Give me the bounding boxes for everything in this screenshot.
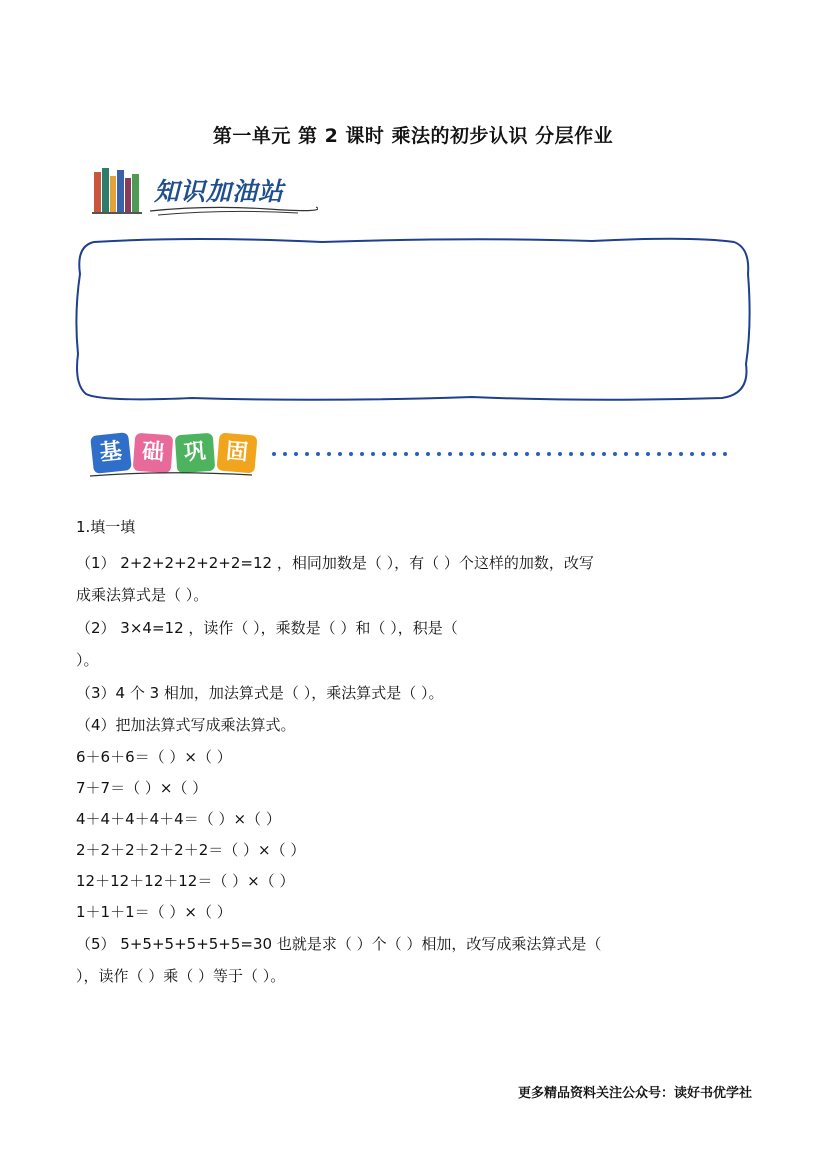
divider-dot [316, 452, 320, 456]
question-line: 4＋4＋4＋4＋4＝（ ）×（ ） [76, 810, 281, 828]
divider-dot [349, 452, 353, 456]
knowledge-box [72, 234, 754, 404]
question-line: （5） 5+5+5+5+5+5=30 也就是求（ ）个（ ）相加，改写成乘法算式是（ [76, 935, 602, 953]
knowledge-section-title: 知识加油站 [154, 177, 285, 206]
divider-dot [657, 452, 661, 456]
question-line: ）。 [76, 651, 99, 669]
divider-dot [679, 452, 683, 456]
tile-gu: 固 [216, 432, 257, 473]
divider-dot [415, 452, 419, 456]
divider-dot [426, 452, 430, 456]
divider-dot [668, 452, 672, 456]
divider-dot [382, 452, 386, 456]
dotted-divider [270, 450, 740, 458]
footer-note: 更多精品资料关注公众号：读好书优学社 [517, 1086, 752, 1101]
tile-ji: 基 [90, 432, 132, 474]
divider-dot [437, 452, 441, 456]
divider-dot [404, 452, 408, 456]
badge-underline [86, 470, 256, 480]
page-title: 第一单元 第 2 课时 乘法的初步认识 分层作业 [212, 125, 614, 147]
question-line: （4）把加法算式写成乘法算式。 [76, 716, 296, 734]
divider-dot [272, 452, 276, 456]
divider-dot [712, 452, 716, 456]
divider-dot [294, 452, 298, 456]
question-1-heading: 1.填一填 [76, 518, 136, 536]
divider-dot [525, 452, 529, 456]
divider-dot [393, 452, 397, 456]
tile-chu: 础 [133, 433, 174, 474]
books-icon [92, 168, 142, 214]
tile-gong: 巩 [175, 433, 216, 474]
divider-dot [470, 452, 474, 456]
question-line: 2＋2＋2＋2＋2＋2＝（ ）×（ ） [76, 841, 306, 859]
divider-dot [283, 452, 287, 456]
divider-dot [690, 452, 694, 456]
knowledge-underline [148, 203, 318, 217]
divider-dot [338, 452, 342, 456]
divider-dot [602, 452, 606, 456]
divider-dot [371, 452, 375, 456]
divider-dot [327, 452, 331, 456]
divider-dot [591, 452, 595, 456]
divider-dot [547, 452, 551, 456]
divider-dot [536, 452, 540, 456]
divider-dot [448, 452, 452, 456]
question-line: 成乘法算式是（ ）。 [76, 586, 209, 604]
divider-dot [635, 452, 639, 456]
divider-dot [503, 452, 507, 456]
divider-dot [514, 452, 518, 456]
question-line: 1＋1＋1＝（ ）×（ ） [76, 903, 232, 921]
divider-dot [305, 452, 309, 456]
divider-dot [646, 452, 650, 456]
question-line: 12＋12＋12＋12＝（ ）×（ ） [76, 872, 295, 890]
divider-dot [492, 452, 496, 456]
divider-dot [481, 452, 485, 456]
question-line: （2） 3×4=12 ，读作（ ），乘数是（ ）和（ ），积是（ [76, 619, 458, 637]
divider-dot [580, 452, 584, 456]
divider-dot [569, 452, 573, 456]
divider-dot [459, 452, 463, 456]
question-line: （3）4 个 3 相加，加法算式是（ ），乘法算式是（ ）。 [76, 684, 444, 702]
divider-dot [701, 452, 705, 456]
divider-dot [558, 452, 562, 456]
divider-dot [723, 452, 727, 456]
divider-dot [613, 452, 617, 456]
question-line: 7＋7＝（ ）×（ ） [76, 779, 208, 797]
question-line: ），读作（ ）乘（ ）等于（ ）。 [76, 967, 286, 985]
question-line: 6＋6＋6＝（ ）×（ ） [76, 748, 232, 766]
divider-dot [624, 452, 628, 456]
divider-dot [360, 452, 364, 456]
question-line: （1） 2+2+2+2+2+2=12 ，相同加数是（ ），有（ ）个这样的加数，改写 [76, 554, 594, 572]
